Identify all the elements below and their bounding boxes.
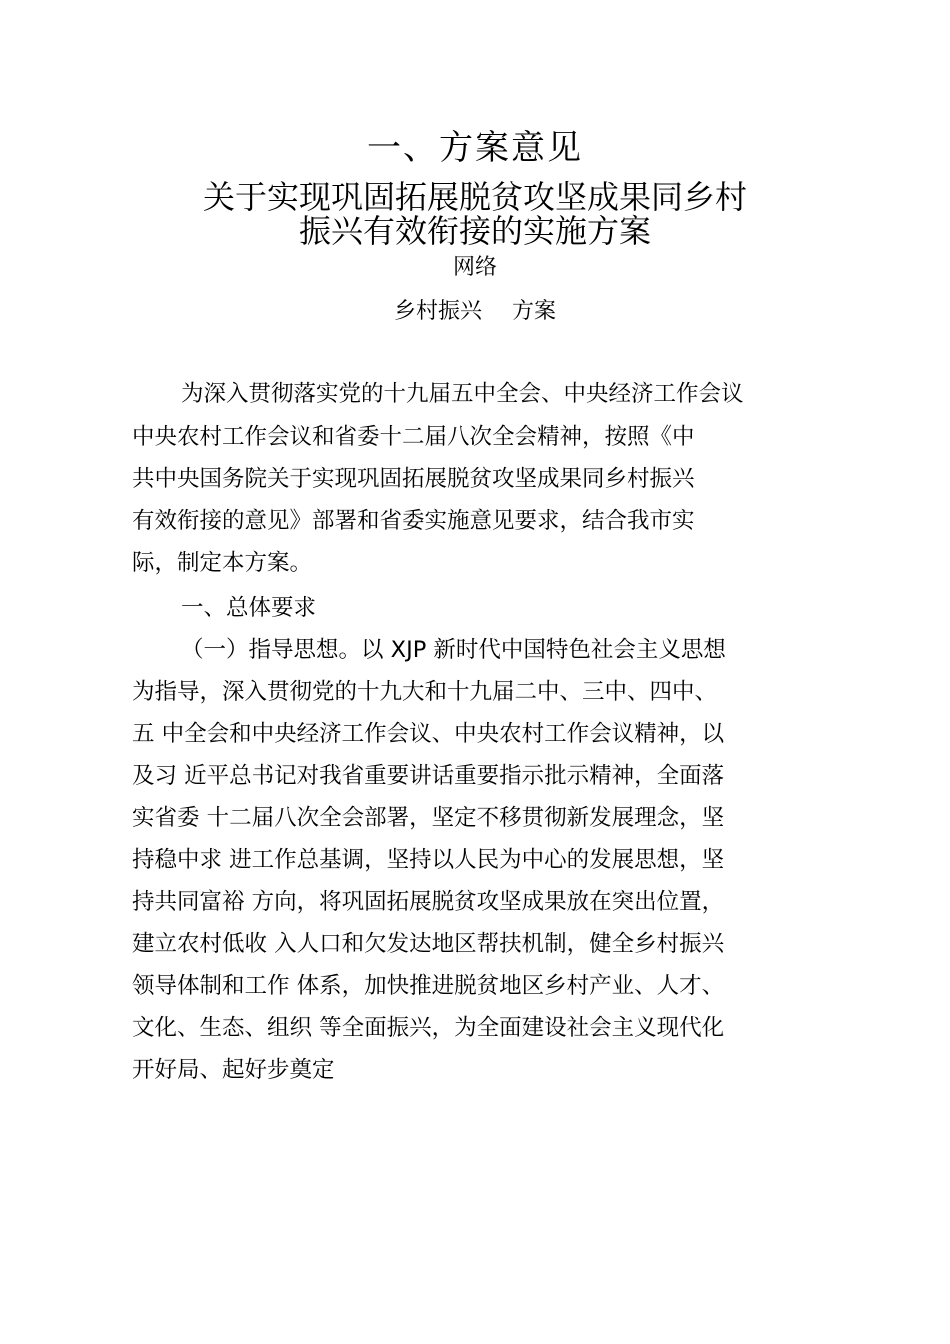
keyword-rural-revitalization: 乡村振兴 — [393, 299, 482, 324]
guiding-line: 五 中全会和中央经济工作会议、中央农村工作会议精神，以 — [132, 721, 725, 747]
document-title-line-1: 关于实现巩固拓展脱贫攻坚成果同乡村 — [202, 178, 747, 216]
guiding-line: 开好局、起好步奠定 — [132, 1057, 335, 1083]
guiding-line: 为指导，深入贯彻党的十九大和十九届二中、三中、四中、 — [132, 679, 718, 705]
keywords — [0, 298, 950, 326]
part1-heading: 一、总体要求 — [181, 595, 317, 621]
guiding-line: 持共同富裕 方向，将巩固拓展脱贫攻坚成果放在突出位置， — [132, 889, 725, 915]
guiding-line: 文化、生态、组织 等全面振兴，为全面建设社会主义现代化 — [132, 1015, 725, 1041]
intro-line: 中央农村工作会议和省委十二届八次全会精神，按照《中 — [132, 424, 695, 450]
guiding-line: 领导体制和工作 体系，加快推进脱贫地区乡村产业、人才、 — [132, 973, 725, 999]
intro-line: 为深入贯彻落实党的十九届五中全会、中央经济工作会议 — [181, 381, 744, 407]
source-label: 网络 — [452, 255, 497, 280]
guiding-line: （一）指导思想。以 XJP 新时代中国特色社会主义思想 — [181, 637, 726, 663]
guiding-line: 持稳中求 进工作总基调，坚持以人民为中心的发展思想，坚 — [132, 847, 725, 873]
guiding-line: 及习 近平总书记对我省重要讲话重要指示批示精神，全面落 — [132, 763, 725, 789]
guiding-line: 建立农村低收 入人口和欠发达地区帮扶机制，健全乡村振兴 — [132, 931, 725, 957]
section-heading: 一、方案意见 — [367, 128, 583, 168]
keyword-plan: 方案 — [512, 299, 557, 324]
document-title-line-2: 振兴有效衔接的实施方案 — [298, 212, 651, 250]
intro-line: 际，制定本方案。 — [132, 550, 313, 576]
intro-line: 共中央国务院关于实现巩固拓展脱贫攻坚成果同乡村振兴 — [132, 466, 695, 492]
intro-line: 有效衔接的意见》部署和省委实施意见要求，结合我市实 — [132, 508, 695, 534]
guiding-line: 实省委 十二届八次全会部署，坚定不移贯彻新发展理念，坚 — [132, 805, 725, 831]
